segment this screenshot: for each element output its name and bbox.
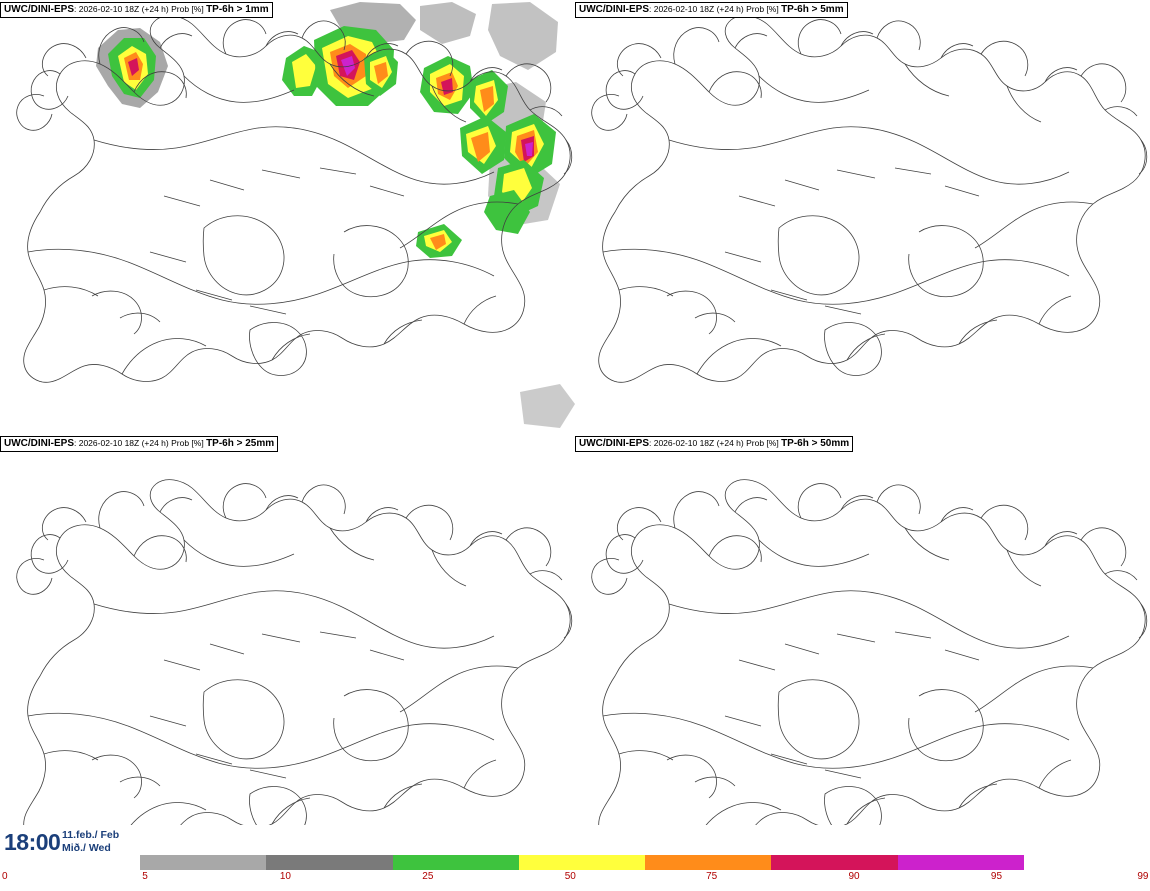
coastline [592,16,1147,383]
panel-title [0,436,278,452]
map-panel[interactable] [0,430,575,860]
valid-time-block [0,827,140,863]
map-panel[interactable] [0,0,575,430]
map-panel[interactable] [575,0,1150,430]
colorbar-tick-label: 95 [990,871,1003,882]
colorbar-segment [519,855,645,870]
colorbar-segment [771,855,897,870]
panel-run-label: : 2026-02-10 18Z (+24 h) Prob [%] [649,438,782,448]
panel-param-label: TP-6h > 1mm [206,4,269,15]
panel-model-label: UWC/DINI-EPS [579,4,649,15]
colorbar-tick-label: 5 [142,871,148,882]
panel-run-label: : 2026-02-10 18Z (+24 h) Prob [%] [649,4,782,14]
colorbar-gradient [140,855,1150,870]
panel-title [0,2,273,18]
footer-bar [0,825,1150,891]
colorbar-tick-label: 99 [1137,871,1149,882]
panel-param-label: TP-6h > 50mm [781,438,850,449]
map-panel[interactable] [575,430,1150,860]
panel-model-label: UWC/DINI-EPS [4,4,74,15]
colorbar-ticks [140,871,1150,885]
valid-date-line2: Mið./ Wed [62,842,111,854]
colorbar-tick-label: 50 [564,871,576,882]
valid-date-line1: 11.feb./ Feb [62,829,120,841]
panel-model-label: UWC/DINI-EPS [4,438,74,449]
panel-param-label: TP-6h > 25mm [206,438,275,449]
colorbar-segment [645,855,771,870]
coastline [592,480,1147,847]
iceland-map-tp5mm [575,0,1150,430]
colorbar-tick-label: 10 [279,871,291,882]
panel-title [575,2,848,18]
valid-date [62,829,119,855]
panel-title [575,436,853,452]
coastline [17,480,572,847]
iceland-map-tp1mm [0,0,575,430]
valid-time: 18:00 [4,829,61,855]
iceland-map-tp50mm [575,430,1150,860]
iceland-map-tp25mm [0,430,575,860]
panel-model-label: UWC/DINI-EPS [579,438,649,449]
colorbar-tick-label: 75 [706,871,718,882]
colorbar-segment [140,855,266,870]
panel-run-label: : 2026-02-10 18Z (+24 h) Prob [%] [74,438,207,448]
panel-param-label: TP-6h > 5mm [781,4,844,15]
panel-run-label: : 2026-02-10 18Z (+24 h) Prob [%] [74,4,207,14]
colorbar-zero-label: 0 [2,871,8,882]
colorbar-segment [393,855,519,870]
colorbar-tick-label: 25 [422,871,434,882]
probability-colorbar [140,855,1150,891]
colorbar-segment [266,855,392,870]
colorbar-segment [1024,855,1150,870]
colorbar-tick-label: 90 [848,871,860,882]
colorbar-segment [898,855,1024,870]
